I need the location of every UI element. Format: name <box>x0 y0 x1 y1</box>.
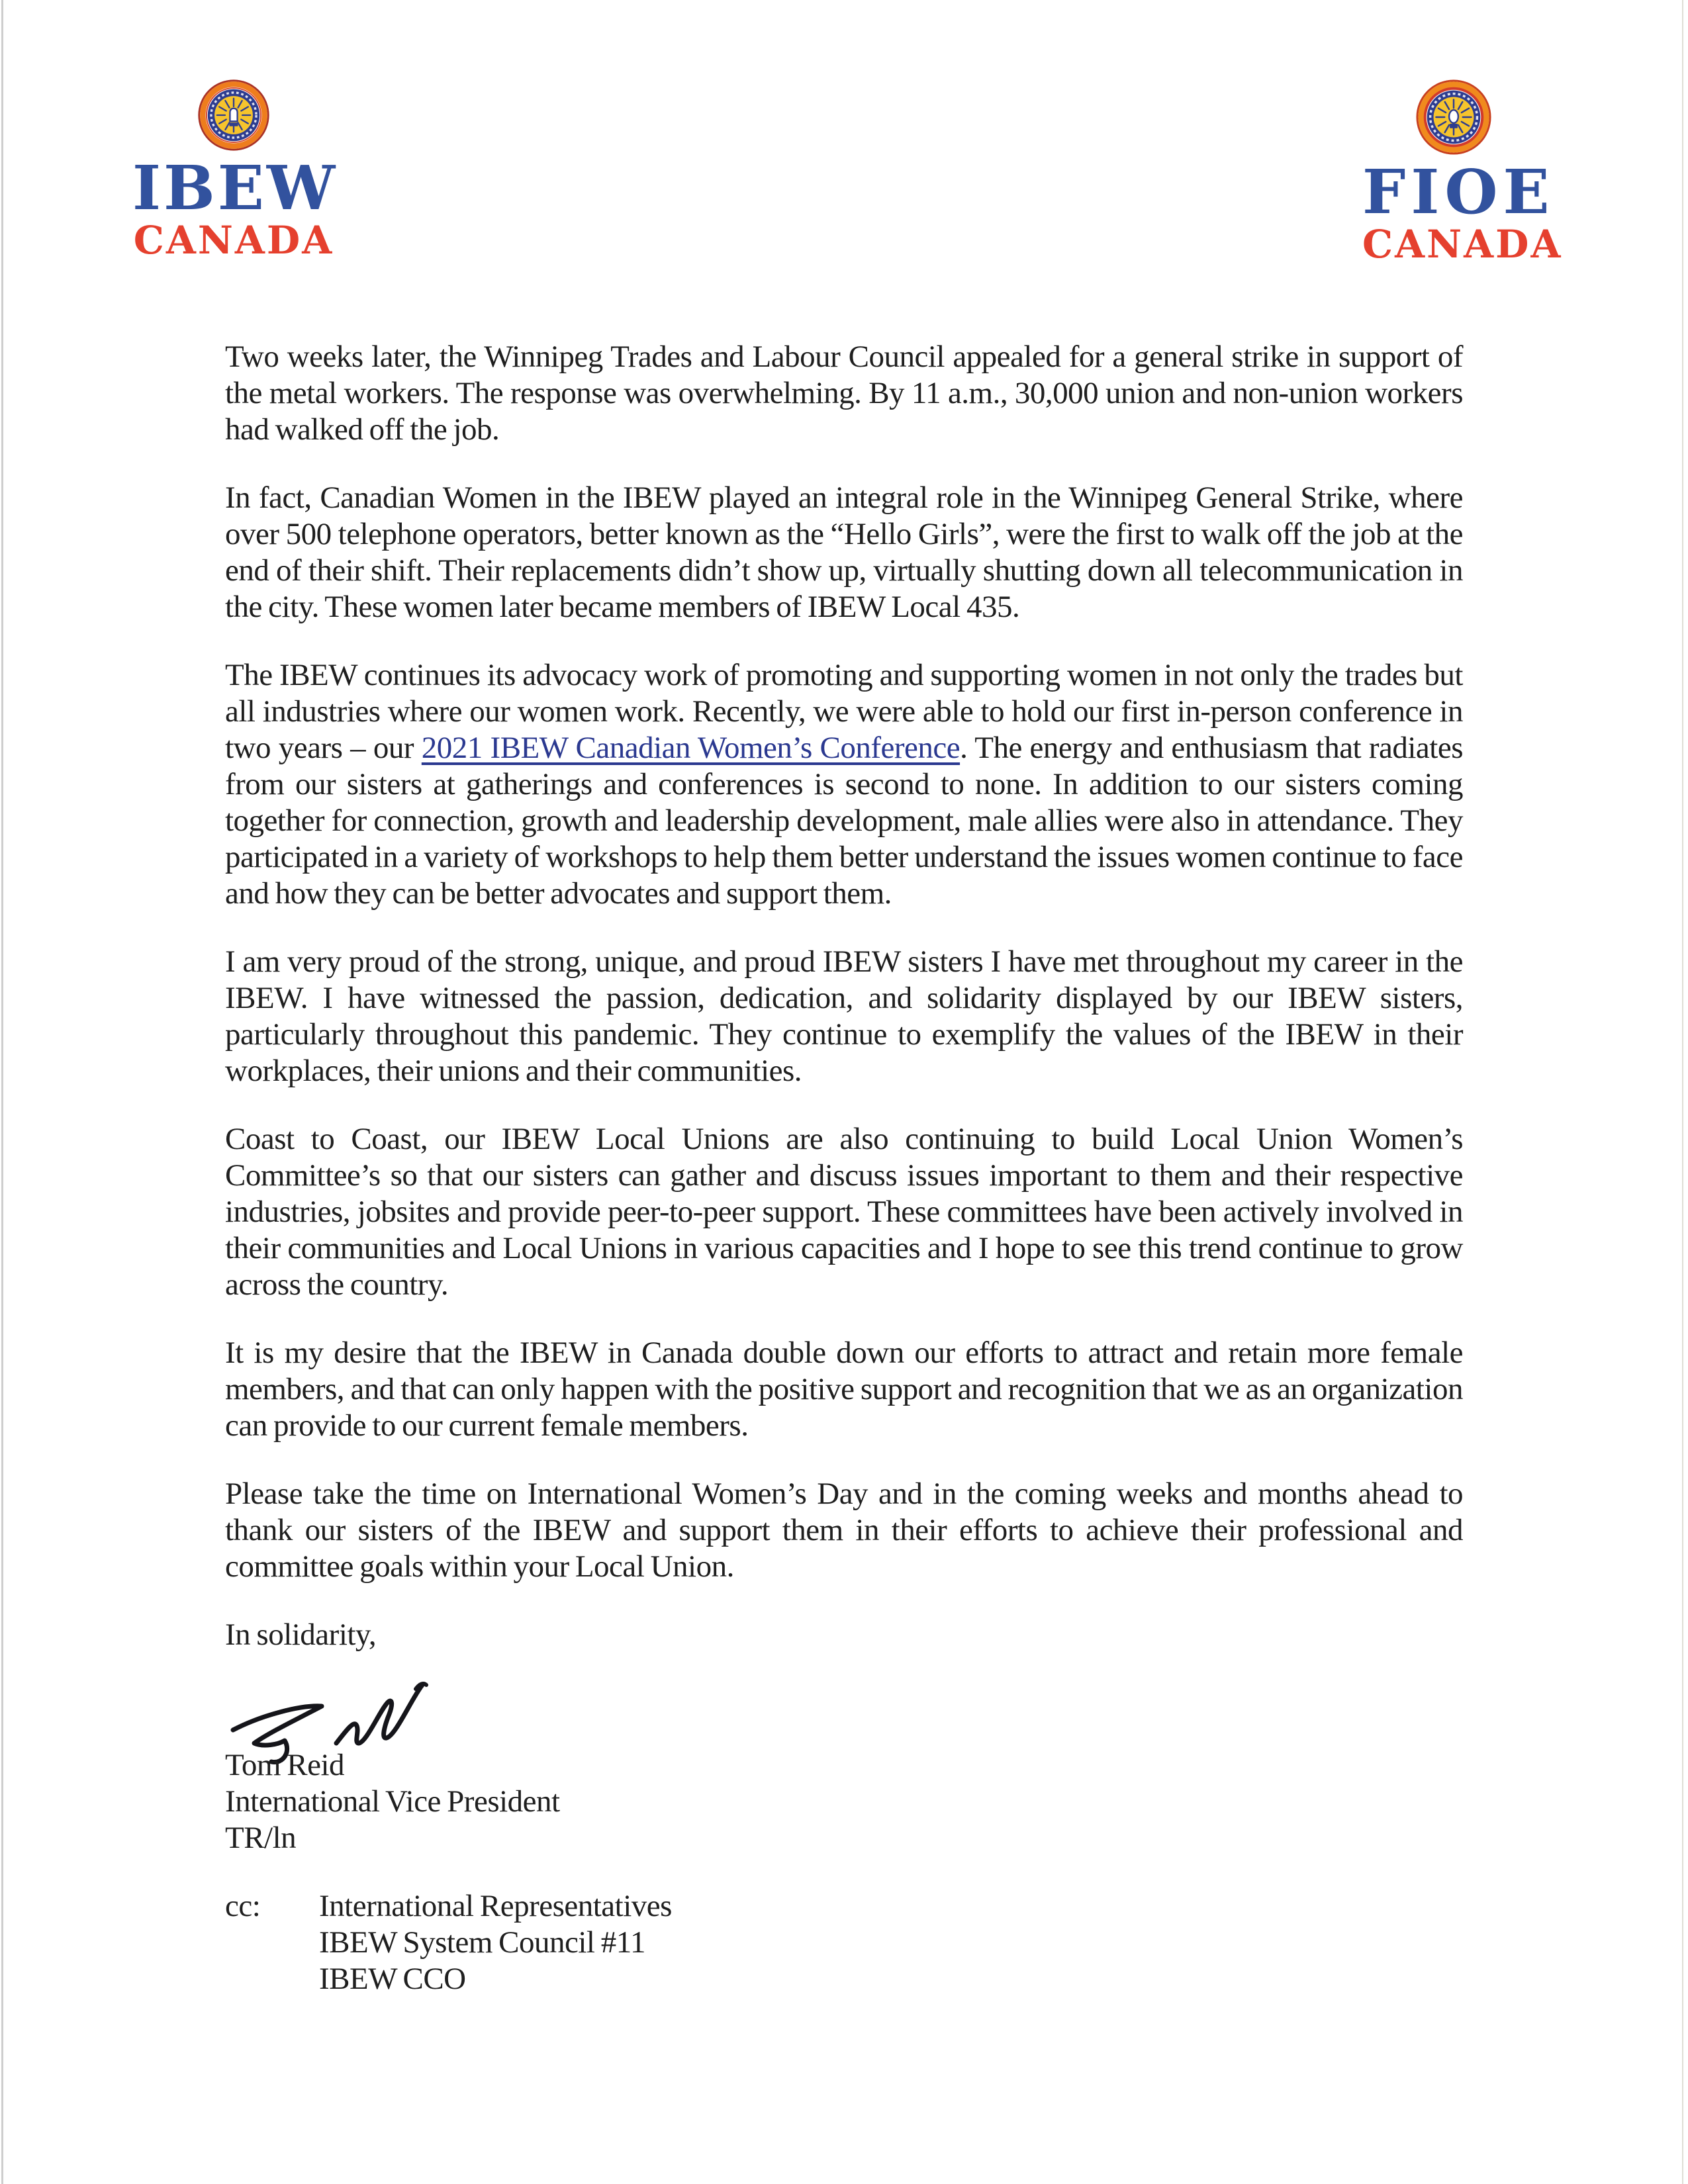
paragraph-coast-to-coast: Coast to Coast, our IBEW Local Unions are also continuing to build Local Union Women’s Committee’s so that our sisters can gather and discuss issues important to them and their respective industries, jobsites and provide peer-to-peer support. These committees have been actively involved in their communities and Local Unions in various capacities and I hope to see this trend continue to grow across the country. <box>225 1122 1463 1302</box>
conference-link[interactable]: 2021 IBEW Canadian Women’s Conference <box>421 731 961 765</box>
fioe-country-wordmark: CANADA <box>1362 222 1563 267</box>
cc-item: IBEW CCO <box>319 1962 466 1996</box>
fioe-wordmark: FIOE <box>1362 156 1555 228</box>
fioe-canada-logo <box>1362 78 1563 267</box>
typist-initials: TR/ln <box>225 1821 297 1855</box>
fioe-emblem-icon <box>1415 78 1493 156</box>
paragraph-advocacy-before-link: The IBEW continues its advocacy work of promoting and supporting women in not only the trades but all industries where our women work. Recently, we were able to hold our first in-person conference in two years – our <box>225 658 1463 765</box>
paragraph-proud-sisters: I am very proud of the strong, unique, and proud IBEW sisters I have met throughout my career in the IBEW. I have witnessed the passion, dedication, and solidarity displayed by our IBEW sisters, particularly throughout this pandemic. They continue to exemplify the values of the IBEW in their workplaces, their unions and their communities. <box>225 944 1463 1088</box>
ibew-canada-logo <box>132 78 338 263</box>
paragraph-womens-day: Please take the time on International Women’s Day and in the coming weeks and months ahead to thank our sisters of the IBEW and support them in their efforts to achieve their professional and committee goals within your Local Union. <box>225 1477 1463 1584</box>
ibew-wordmark: IBEW <box>132 152 338 224</box>
paragraph-advocacy-after-link: . The energy and enthusiasm that radiates from our sisters at gatherings and conferences is second to none. In addition to our sisters coming together for connection, growth and leadership development, male allies were also in attendance. They participated in a variety of workshops to help them better understand the issues women continue to face and how they can be better advocates and support them. <box>225 731 1463 911</box>
cc-block <box>225 1888 1463 1997</box>
cc-item: International Representatives <box>319 1889 672 1923</box>
cc-item: IBEW System Council #11 <box>319 1925 645 1960</box>
closing-salutation: In solidarity, <box>225 1617 377 1652</box>
paragraph-hello-girls: In fact, Canadian Women in the IBEW played an integral role in the Winnipeg General Strike, where over 500 telephone operators, better known as the “Hello Girls”, were the first to walk off the job at the end of their shift. Their replacements didn’t show up, virtually shutting down all telecommunication in the city. These women later became members of IBEW Local 435. <box>225 480 1463 624</box>
signature <box>222 1666 1463 1747</box>
signer-name: Tom Reid <box>225 1748 345 1782</box>
cc-label: cc: <box>225 1889 261 1923</box>
paragraph-strike: Two weeks later, the Winnipeg Trades and Labour Council appealed for a general strike in support of the metal workers. The response was overwhelming. By 11 a.m., 30,000 union and non-union workers had walked off the job. <box>225 340 1463 447</box>
paragraph-advocacy <box>225 657 1463 912</box>
scan-edge-left <box>1 0 3 2184</box>
cc-items <box>319 1888 672 1997</box>
paragraph-desire: It is my desire that the IBEW in Canada double down our efforts to attract and retain more female members, and that can only happen with the positive support and recognition that we as an organization can provide to our current female members. <box>225 1336 1463 1443</box>
scan-edge-right <box>1682 0 1683 2184</box>
ibew-country-wordmark: CANADA <box>133 218 334 263</box>
ibew-emblem-icon <box>197 78 271 152</box>
letter-body <box>225 339 1463 1997</box>
signer-title: International Vice President <box>225 1784 560 1819</box>
